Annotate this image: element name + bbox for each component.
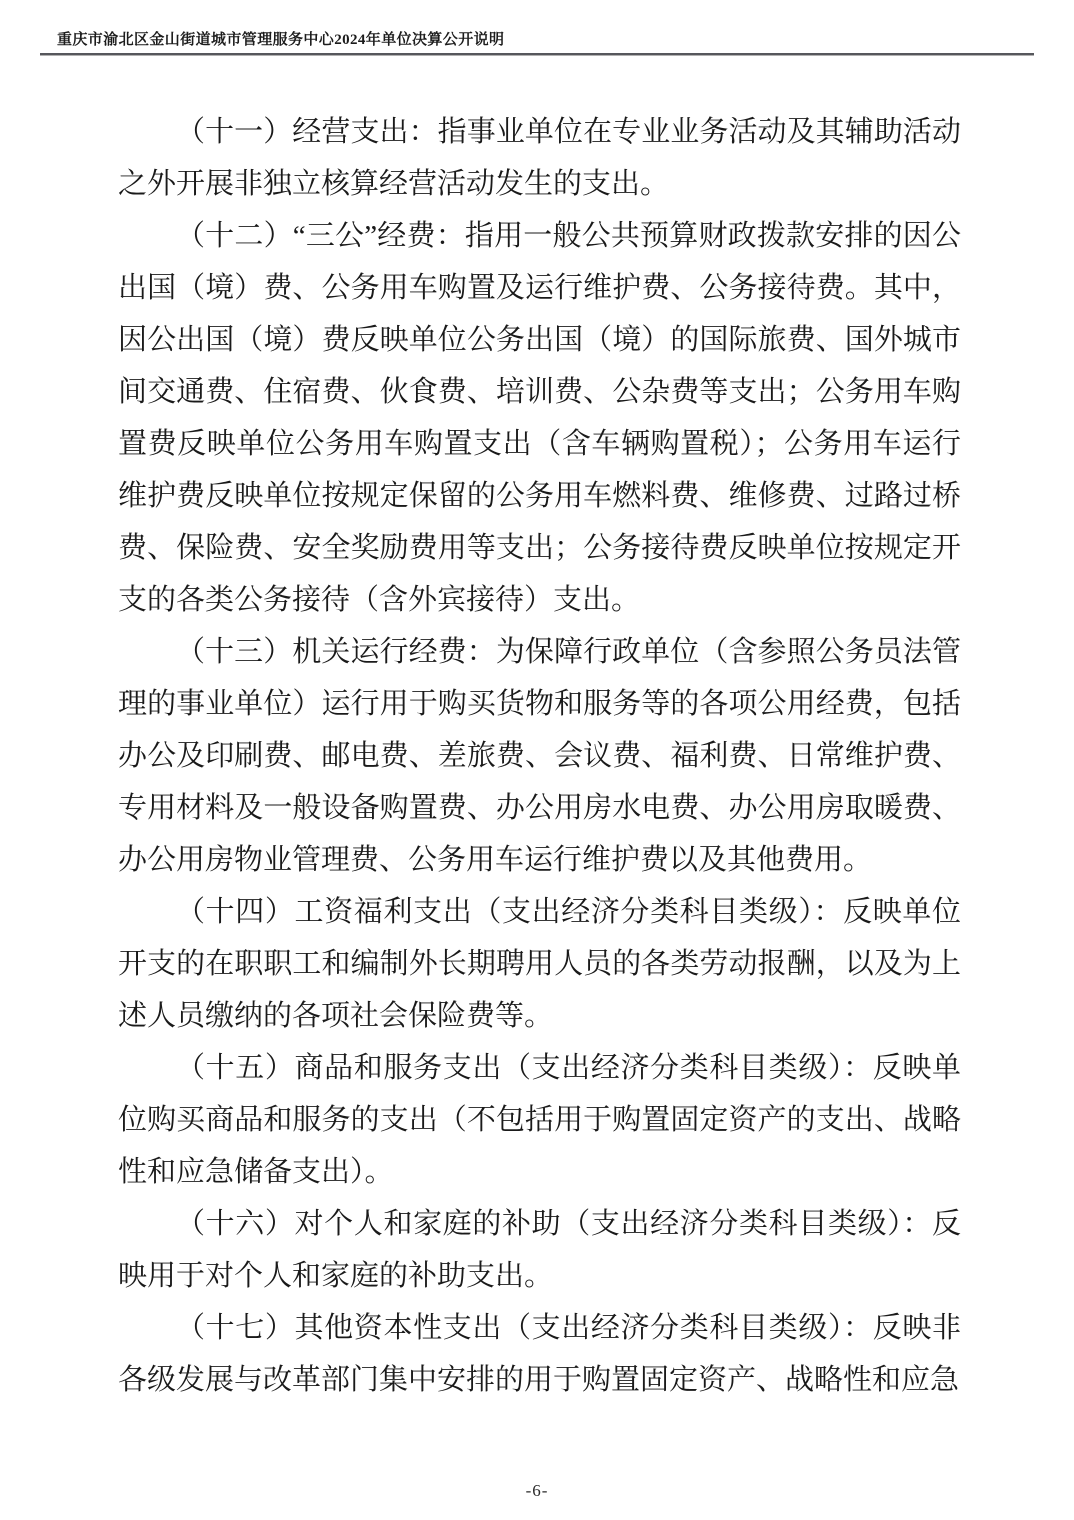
body-paragraph-17: （十七）其他资本性支出（支出经济分类科目类级）：反映非各级发展与改革部门集中安排的用于购置固定资产、战略性和应急 (118, 1312, 961, 1396)
header-divider-rule (40, 53, 1034, 56)
document-body (118, 106, 961, 1406)
body-paragraph-14: （十四）工资福利支出（支出经济分类科目类级）：反映单位开支的在职职工和编制外长期聘用人员的各类劳动报酬，以及为上述人员缴纳的各项社会保险费等。 (118, 896, 961, 1032)
body-paragraph-13: （十三）机关运行经费：为保障行政单位（含参照公务员法管理的事业单位）运行用于购买货物和服务等的各项公用经费，包括办公及印刷费、邮电费、差旅费、会议费、福利费、日常维护费、专用材料及一般设备购置费、办公用房水电费、办公用房取暖费、办公用房物业管理费、公务用车运行维护费以及其他费用。 (118, 636, 961, 876)
document-header-title: 重庆市渝北区金山街道城市管理服务中心2024年单位决算公开说明 (57, 32, 505, 48)
page-number: -6- (525, 1481, 549, 1500)
body-paragraph-11: （十一）经营支出：指事业单位在专业业务活动及其辅助活动之外开展非独立核算经营活动发生的支出。 (118, 116, 961, 200)
body-paragraph-12: （十二）“三公”经费：指用一般公共预算财政拨款安排的因公出国（境）费、公务用车购置及运行维护费、公务接待费。其中，因公出国（境）费反映单位公务出国（境）的国际旅费、国外城市间交通费、住宿费、伙食费、培训费、公杂费等支出；公务用车购置费反映单位公务用车购置支出（含车辆购置税）；公务用车运行维护费反映单位按规定保留的公务用车燃料费、维修费、过路过桥费、保险费、安全奖励费用等支出；公务接待费反映单位按规定开支的各类公务接待（含外宾接待）支出。 (118, 220, 961, 616)
body-paragraph-15: （十五）商品和服务支出（支出经济分类科目类级）：反映单位购买商品和服务的支出（不包括用于购置固定资产的支出、战略性和应急储备支出）。 (118, 1052, 961, 1188)
body-paragraph-16: （十六）对个人和家庭的补助（支出经济分类科目类级）：反映用于对个人和家庭的补助支出。 (118, 1208, 961, 1292)
